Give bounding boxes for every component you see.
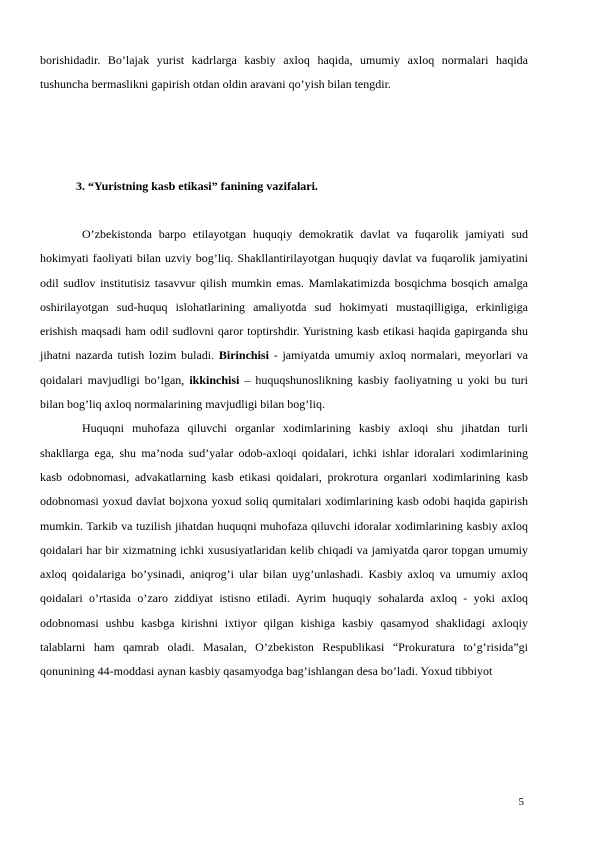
paragraph-1-text-b: - jamiyatda umumiy axloq normalari, meyorlari va qoidalari mavjudligi bo’lgan, <box>40 348 528 387</box>
section-heading: 3. “Yuristning kasb etikasi” fanining vazifalari. <box>76 179 318 193</box>
paragraph-1-text-a: O’zbekistonda barpo etilayotgan huquqiy demokratik davlat va fuqarolik jamiyati sud hokimyati faoliyati bilan uzviy bog’liq. Shakllantirilayotgan huquqiy davlat va fuqarolik jamiyatini odil sudlov institutisiz tasavvur qilish mumkin emas. Mamlakatimizda bosqichma bosqich amalga oshirilayotgan sud-huquq islohatlarining amaliyotda sud hokimyati mustaqilligiga, erkinligiga erishish maqsadi ham odil sudlovni qaror toptirshdir. Yuristning kasb etikasi haqida gapirganda shu jihatni nazarda tutish lozim buladi. <box>40 227 528 363</box>
paragraph-1-bold-second: ikkinchisi <box>189 372 240 387</box>
page-number: 5 <box>518 796 524 808</box>
paragraph-1 <box>40 222 528 416</box>
body-text <box>40 222 528 684</box>
intro-block <box>40 48 528 97</box>
intro-paragraph: borishidadir. Bo’lajak yurist kadrlarga kasbiy axloq haqida, umumiy axloq normalari haqida tushuncha bermaslikni gapirish otdan oldin aravani qo’yish bilan tengdir. <box>40 53 528 92</box>
paragraph-2: Huquqni muhofaza qiluvchi organlar xodimlarining kasbiy axloqi shu jihatdan turli shakllarga ega, shu ma’noda sud’yalar odob-axloqi qoidalari, ichki ishlar idoralari xodimlarining kasb odobnomasi, advakatlarning kasb etikasi qoidalari, prokrotura organlari xodimlarining kasb odobnomasi yoxud davlat bojxona yoxud soliq qumitalari xodimlarining kasb odobi haqida gapirish mumkin. Tarkib va tuzilish jihatdan huquqni muhofaza qiluvchi idoralar xodimlarining kasbiy axloq qoidalari har bir xizmatning ichki xususiyatlaridan kelib chiqadi va jamiyatda qaror topgan umumiy axloq qoidalariga bo’ysinadi, aniqrog’i ular bilan uyg’unlashadi. Kasbiy axloq va umumiy axloq qoidalari o’rtasida o’zaro ziddiyat istisno etiladi. Ayrim huquqiy sohalarda axloq - yoki axloq odobnomasi ushbu kasbga kirishni ixtiyor qilgan kishiga kasbiy qasamyod shaklidagi axloqiy talablarni ham qamrab oladi. Masalan, O’zbekiston Respublikasi “Prokuratura to’g’risida”gi qonunining 44-moddasi aynan kasbiy qasamyodga bag’ishlangan desa bo’ladi. Yoxud tibbiyot <box>40 421 528 679</box>
paragraph-1-bold-first: Birinchisi <box>218 348 269 363</box>
paragraph-1-text-c: – huquqshunoslikning kasbiy faoliyatning u yoki bu turi bilan bog’liq axloq normalarining mavjudligi bilan bog’liq. <box>40 372 528 412</box>
